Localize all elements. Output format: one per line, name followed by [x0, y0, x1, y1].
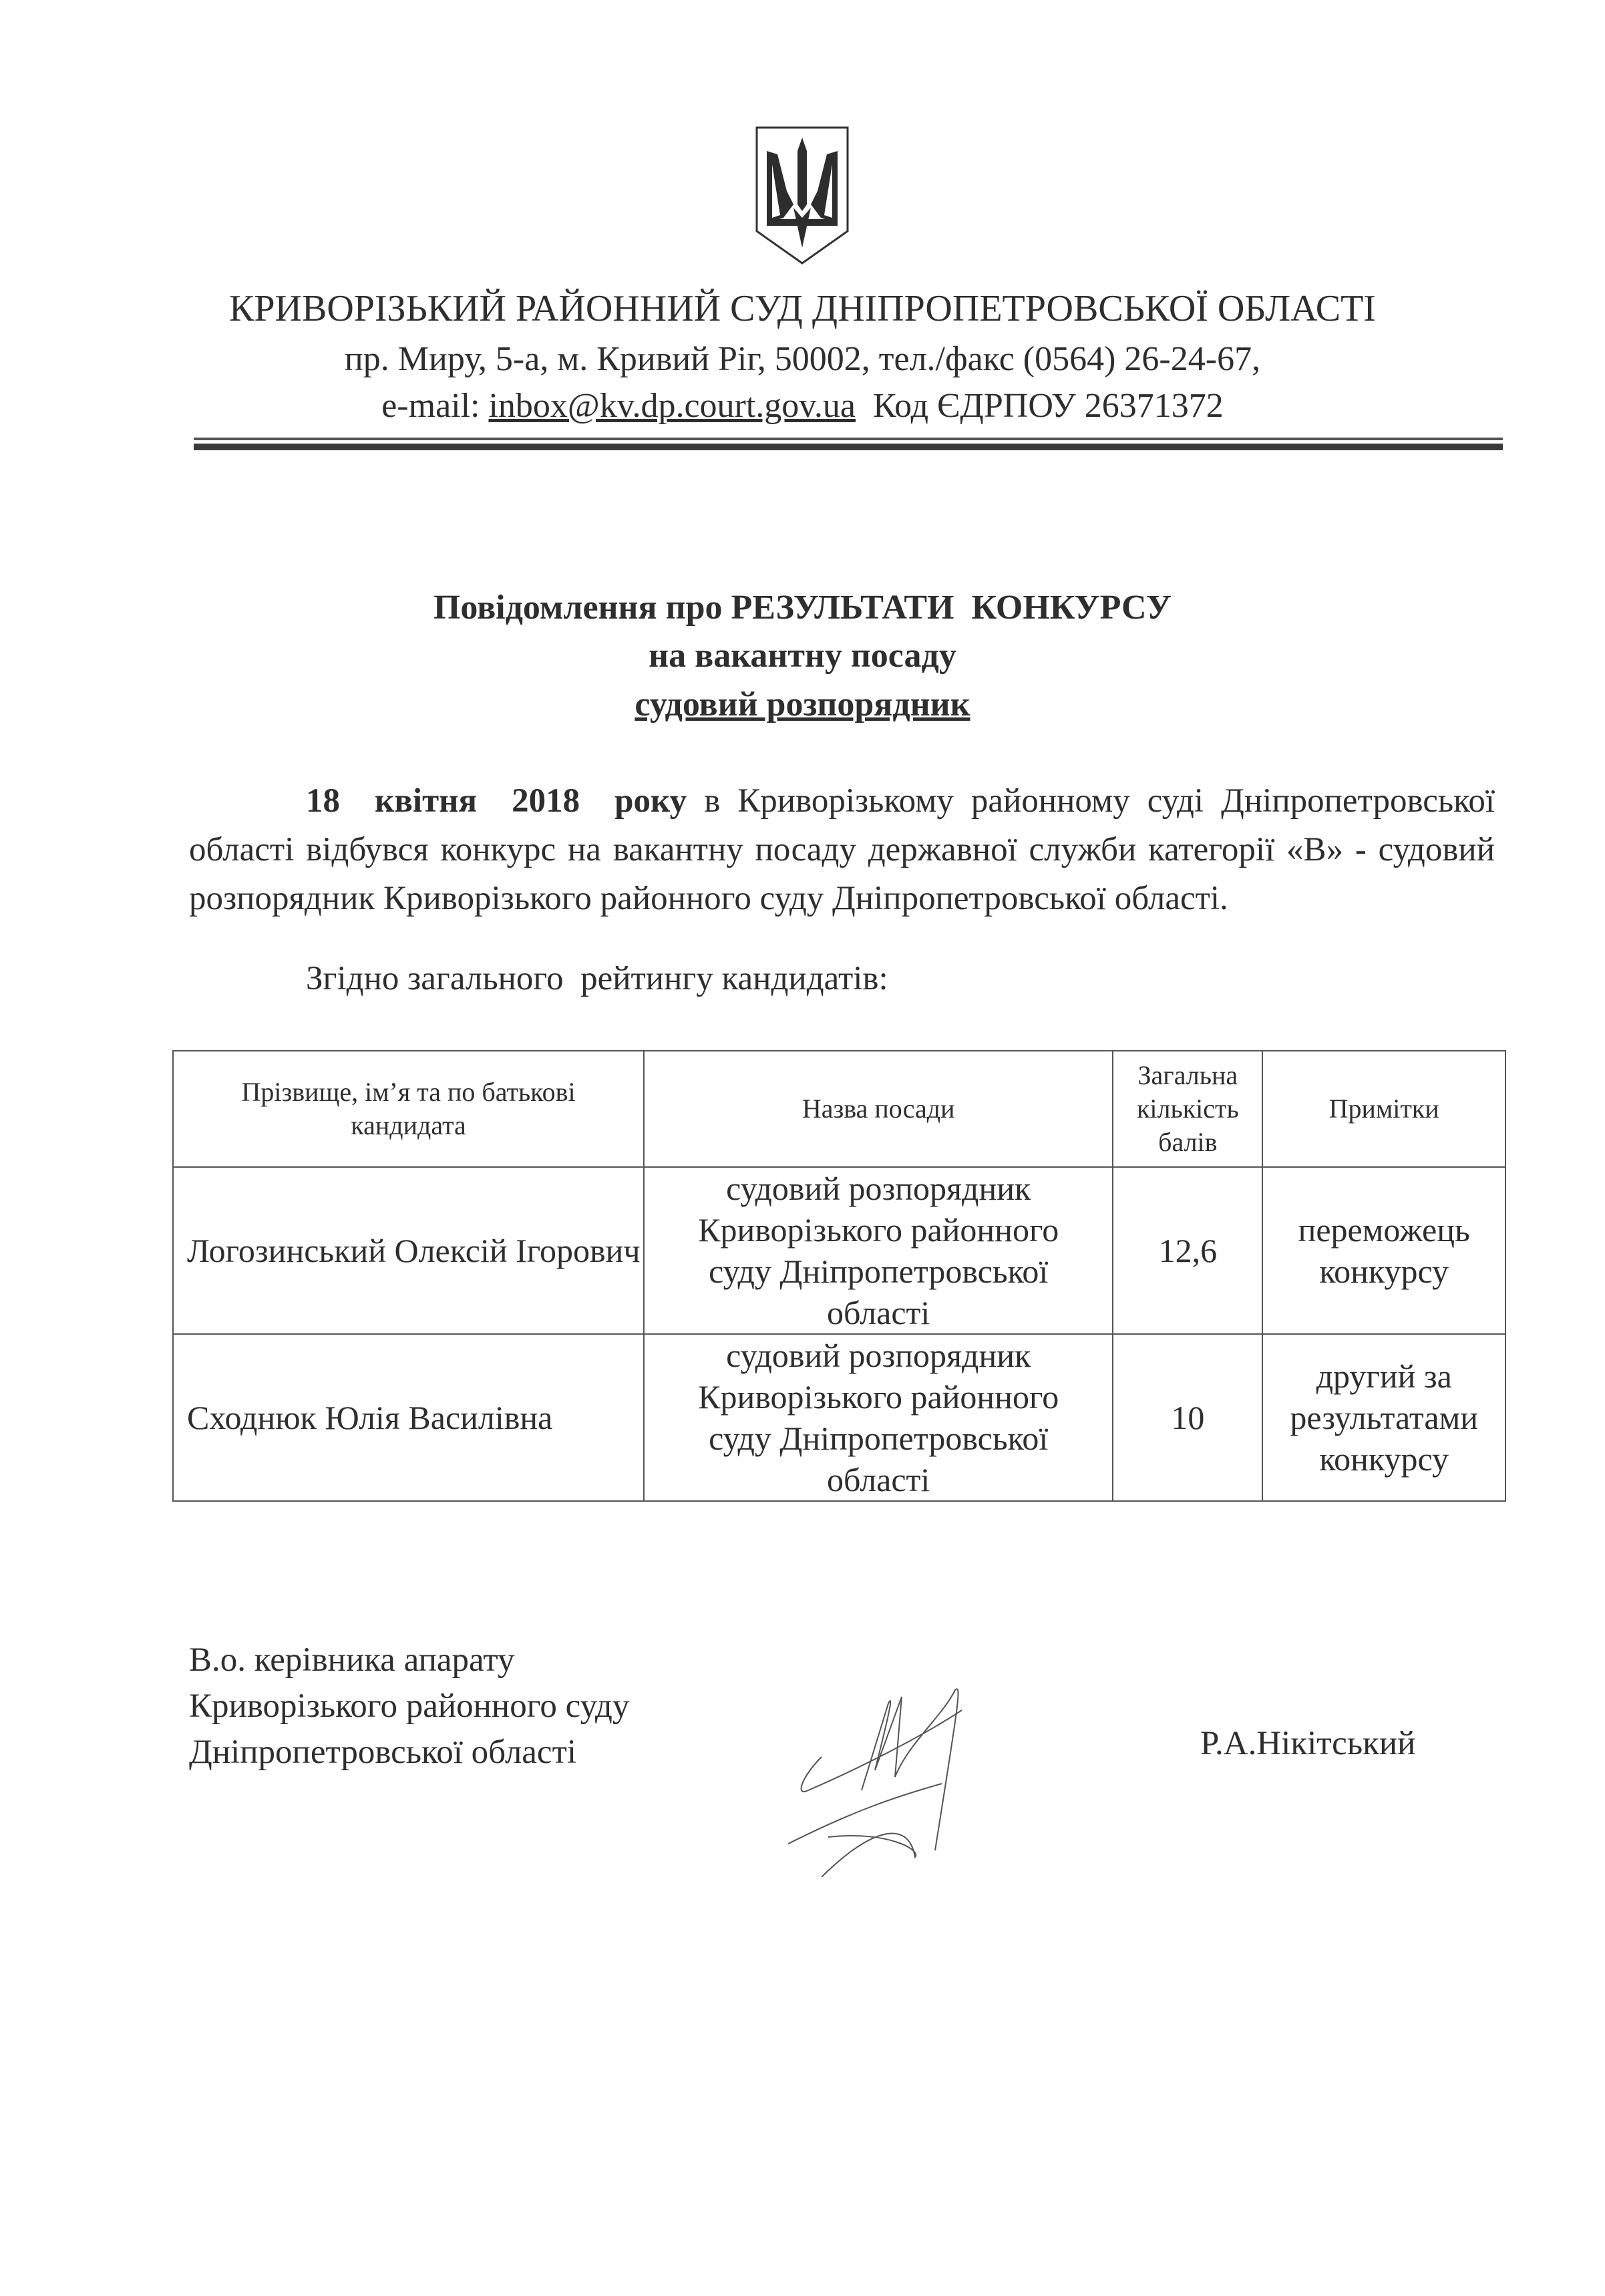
col-header-name: Прізвище, ім’я та по батькові кандидата [173, 1051, 644, 1167]
candidate-name: Логозинський Олексій Ігорович [173, 1167, 644, 1334]
candidate-score: 12,6 [1113, 1167, 1262, 1334]
rating-intro: Згідно загального рейтингу кандидатів: [306, 960, 888, 997]
candidate-position: судовий розпорядник Криворізького районного суду Дніпропетровської області [644, 1167, 1113, 1334]
email-link[interactable]: inbox@kv.dp.court.gov.ua [488, 387, 856, 425]
notice-position: судовий розпорядник [635, 685, 970, 723]
header-divider-thick [194, 444, 1503, 450]
candidates-table [172, 1050, 1506, 1502]
email-label: e-mail: [381, 387, 489, 425]
signature-icon [721, 1677, 1189, 1877]
contest-date: 18 квітня 2018 року [306, 782, 687, 820]
table-header-row [173, 1051, 1505, 1167]
signatory-title-line: Дніпропетровської області [189, 1734, 577, 1771]
col-header-score: Загальна кількість балів [1113, 1051, 1262, 1167]
header-divider-thin [194, 438, 1503, 440]
table-row [173, 1334, 1505, 1501]
candidate-name: Сходнюк Юлія Василівна [173, 1334, 644, 1501]
edrpou-code: Код ЄДРПОУ 26371372 [856, 387, 1224, 425]
coat-of-arms-icon [753, 124, 851, 267]
candidate-note: другий за результатами конкурсу [1262, 1334, 1505, 1501]
body-paragraph [189, 777, 1495, 923]
table-row [173, 1167, 1505, 1334]
col-header-position: Назва посади [644, 1051, 1113, 1167]
col-header-notes: Примітки [1262, 1051, 1505, 1167]
signatory-title-line: В.о. керівника апарату [189, 1641, 515, 1679]
candidate-note: переможець конкурсу [1262, 1167, 1505, 1334]
notice-title: Повідомлення про РЕЗУЛЬТАТИ КОНКУРСУ [433, 589, 1172, 627]
candidate-score: 10 [1113, 1334, 1262, 1501]
candidate-position: судовий розпорядник Криворізького районного суду Дніпропетровської області [644, 1334, 1113, 1501]
signatory-name: Р.А.Нікітський [1200, 1725, 1416, 1762]
org-name: КРИВОРІЗЬКИЙ РАЙОННИЙ СУД ДНІПРОПЕТРОВСЬКОЇ ОБЛАСТІ [229, 288, 1376, 329]
org-contacts [0, 386, 1605, 426]
signatory-title [189, 1637, 629, 1776]
notice-subtitle: на вакантну посаду [649, 637, 956, 675]
body-text: в Криворізькому районному суді Дніпропетровської області відбувся конкурс на вакантну посаду державної служби категорії «В» - судовий розпорядник Криворізького районного суду Дніпропетровської області. [189, 782, 1495, 917]
org-address: пр. Миру, 5-а, м. Кривий Ріг, 50002, тел./факс (0564) 26-24-67, [344, 340, 1261, 378]
signatory-title-line: Криворізького районного суду [189, 1687, 630, 1725]
